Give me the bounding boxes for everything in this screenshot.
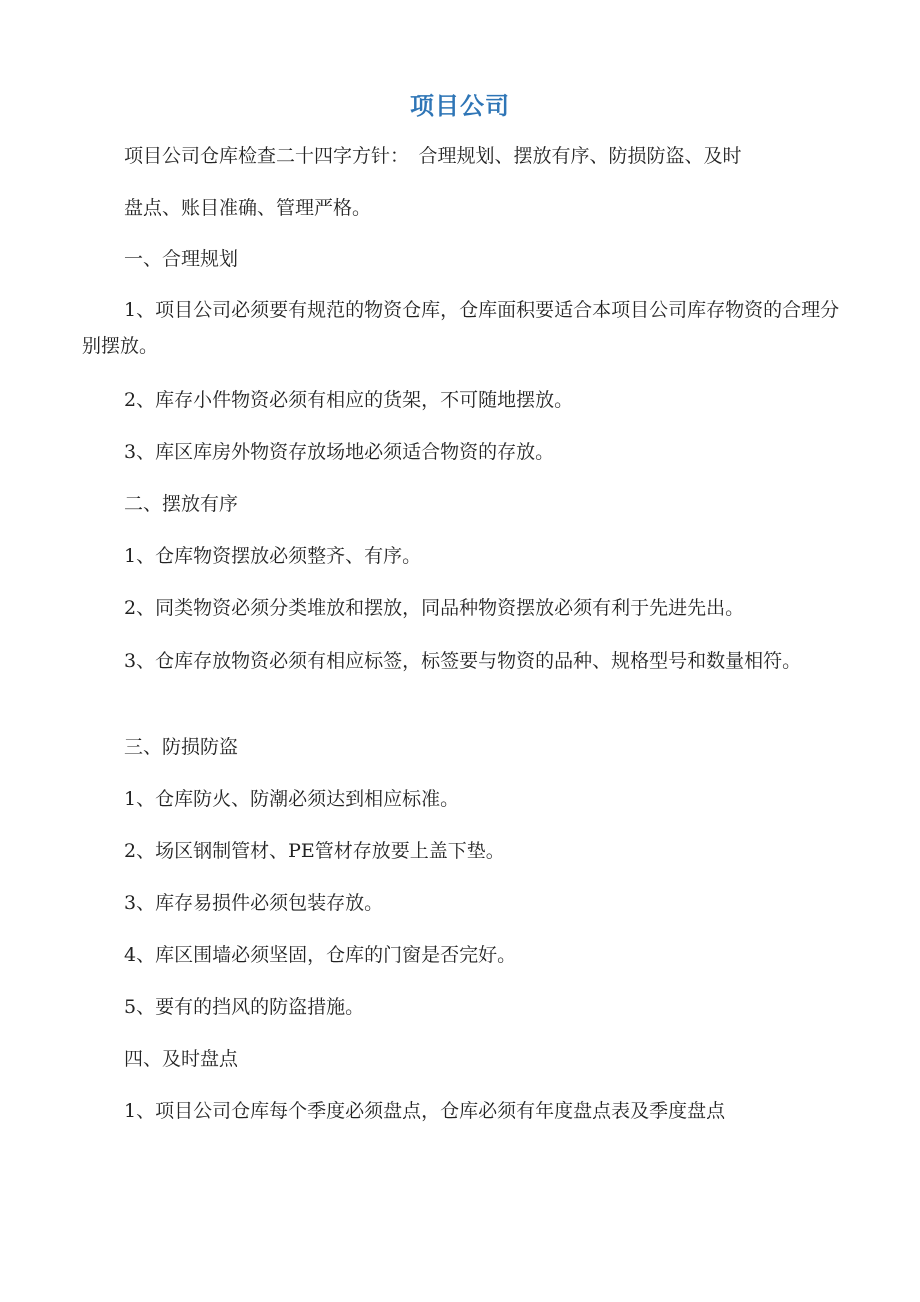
section-2-item-2: 2、同类物资必须分类堆放和摆放，同品种物资摆放必须有利于先进先出。	[124, 597, 745, 619]
section-1-item-1: 1、项目公司必须要有规范的物资仓库，仓库面积要适合本项目公司库存物资的合理分别摆放。	[82, 299, 840, 357]
section-heading-2: 二、摆放有序	[124, 493, 239, 515]
section-3-item-4: 4、库区围墙必须坚固，仓库的门窗是否完好。	[124, 944, 517, 966]
section-1-item-2: 2、库存小件物资必须有相应的货架，不可随地摆放。	[124, 389, 574, 411]
intro-line-2: 盘点、账目准确、管理严格。	[124, 197, 372, 219]
section-heading-4: 四、及时盘点	[124, 1048, 239, 1070]
section-3-item-2: 2、场区钢制管材、PE管材存放要上盖下垫。	[124, 840, 505, 862]
section-3-item-3: 3、库存易损件必须包装存放。	[124, 892, 384, 914]
section-2-item-1: 1、仓库物资摆放必须整齐、有序。	[124, 545, 422, 567]
document-title: 项目公司	[410, 92, 510, 120]
section-4-item-1: 1、项目公司仓库每个季度必须盘点，仓库必须有年度盘点表及季度盘点	[124, 1100, 726, 1122]
section-heading-3: 三、防损防盗	[124, 736, 239, 758]
section-3-item-5: 5、要有的挡风的防盗措施。	[124, 996, 365, 1018]
intro-line-1: 项目公司仓库检查二十四字方针： 合理规划、摆放有序、防损防盗、及时	[124, 145, 742, 167]
section-1-item-3: 3、库区库房外物资存放场地必须适合物资的存放。	[124, 441, 555, 463]
section-2-item-3: 3、仓库存放物资必须有相应标签，标签要与物资的品种、规格型号和数量相符。	[124, 650, 802, 672]
section-heading-1: 一、合理规划	[124, 248, 239, 270]
section-3-item-1: 1、仓库防火、防潮必须达到相应标准。	[124, 788, 460, 810]
